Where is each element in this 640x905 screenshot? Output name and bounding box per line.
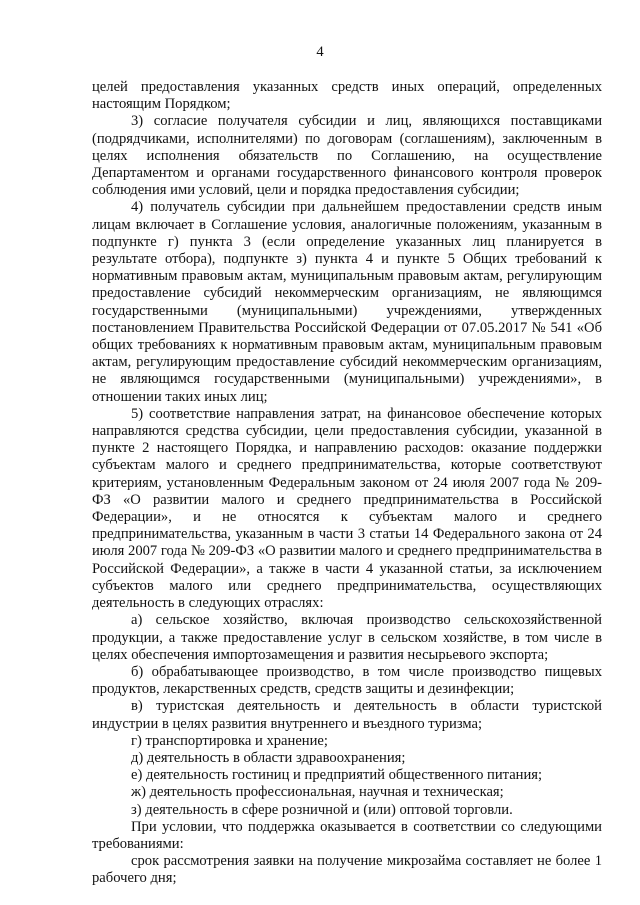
list-item: в) туристская деятельность и деятельность в области туристской индустрии в целях развития внутреннего и въездного туризма;	[92, 698, 602, 732]
list-item: г) транспортировка и хранение;	[131, 732, 328, 749]
paragraph: 3) согласие получателя субсидии и лиц, являющихся поставщиками (подрядчиками, исполнителями) по договорам (соглашениям), заключенным в целях исполнения обязательств по Соглашению, на осуществление Департаментом и органами государственного финансового контроля проверок соблюдения ими условий, цели и порядка предоставления субсидии;	[92, 113, 602, 199]
list-item: ж) деятельность профессиональная, научная и техническая;	[131, 784, 504, 801]
list-item: з) деятельность в сфере розничной и (или) оптовой торговли.	[131, 801, 513, 818]
paragraph: целей предоставления указанных средств иных операций, определенных настоящим Порядком;	[92, 79, 602, 113]
paragraph: При условии, что поддержка оказывается в соответствии со следующими требованиями:	[92, 818, 602, 852]
list-item: д) деятельность в области здравоохранения;	[131, 749, 406, 766]
paragraph: 4) получатель субсидии при дальнейшем предоставлении средств иным лицам включает в Соглашение условия, аналогичные положениям, указанным в подпункте г) пункта 3 (если определение указанных лиц планируется в результате отбора), подпункте з) пункта 4 и пункте 5 Общих требований к нормативным правовым актам, муниципальным правовым актам, регулирующим предоставление субсидий некоммерческим организациям, не являющимся государственными (муниципальными) учреждениями, утвержденных постановлением Правительства Российской Федерации от 07.05.2017 № 541 «Об общих требованиях к нормативным правовым актам, муниципальным правовым актам, регулирующим предоставление субсидий некоммерческим организациям, не являющимся государственными (муниципальными) учреждениями», в отношении таких иных лиц;	[92, 199, 602, 405]
document-body	[92, 79, 602, 888]
list-item: б) обрабатывающее производство, в том числе производство пищевых продуктов, лекарственных средств, средств защиты и дезинфекции;	[92, 663, 602, 698]
list-item: е) деятельность гостиниц и предприятий общественного питания;	[131, 767, 543, 784]
paragraph: 5) соответствие направления затрат, на финансовое обеспечение которых направляются средства субсидии, цели предоставления субсидии, указанной в пункте 2 настоящего Порядка, и направлению расходов: оказание поддержки субъектам малого и среднего предпринимательства, которые соответствуют критериям, установленным Федеральным законом от 24 июля 2007 года № 209-ФЗ «О развитии малого и среднего предпринимательства в Российской Федерации», и не относятся к субъектам малого и среднего предпринимательства, указанным в части 3 статьи 14 Федерального закона от 24 июля 2007 года № 209-ФЗ «О развитии малого и среднего предпринимательства в Российской Федерации», а также в части 4 указанной статьи, за исключением субъектов малого или среднего предпринимательства, осуществляющих деятельность в следующих отраслях:	[92, 405, 602, 612]
list-item: а) сельское хозяйство, включая производство сельскохозяйственной продукции, а также предоставление услуг в сельском хозяйстве, в том числе в целях обеспечения импортозамещения и развития несырьевого экспорта;	[92, 612, 602, 663]
page-number: 4	[316, 44, 324, 60]
paragraph: срок рассмотрения заявки на получение микрозайма составляет не более 1 рабочего дня;	[92, 853, 602, 887]
